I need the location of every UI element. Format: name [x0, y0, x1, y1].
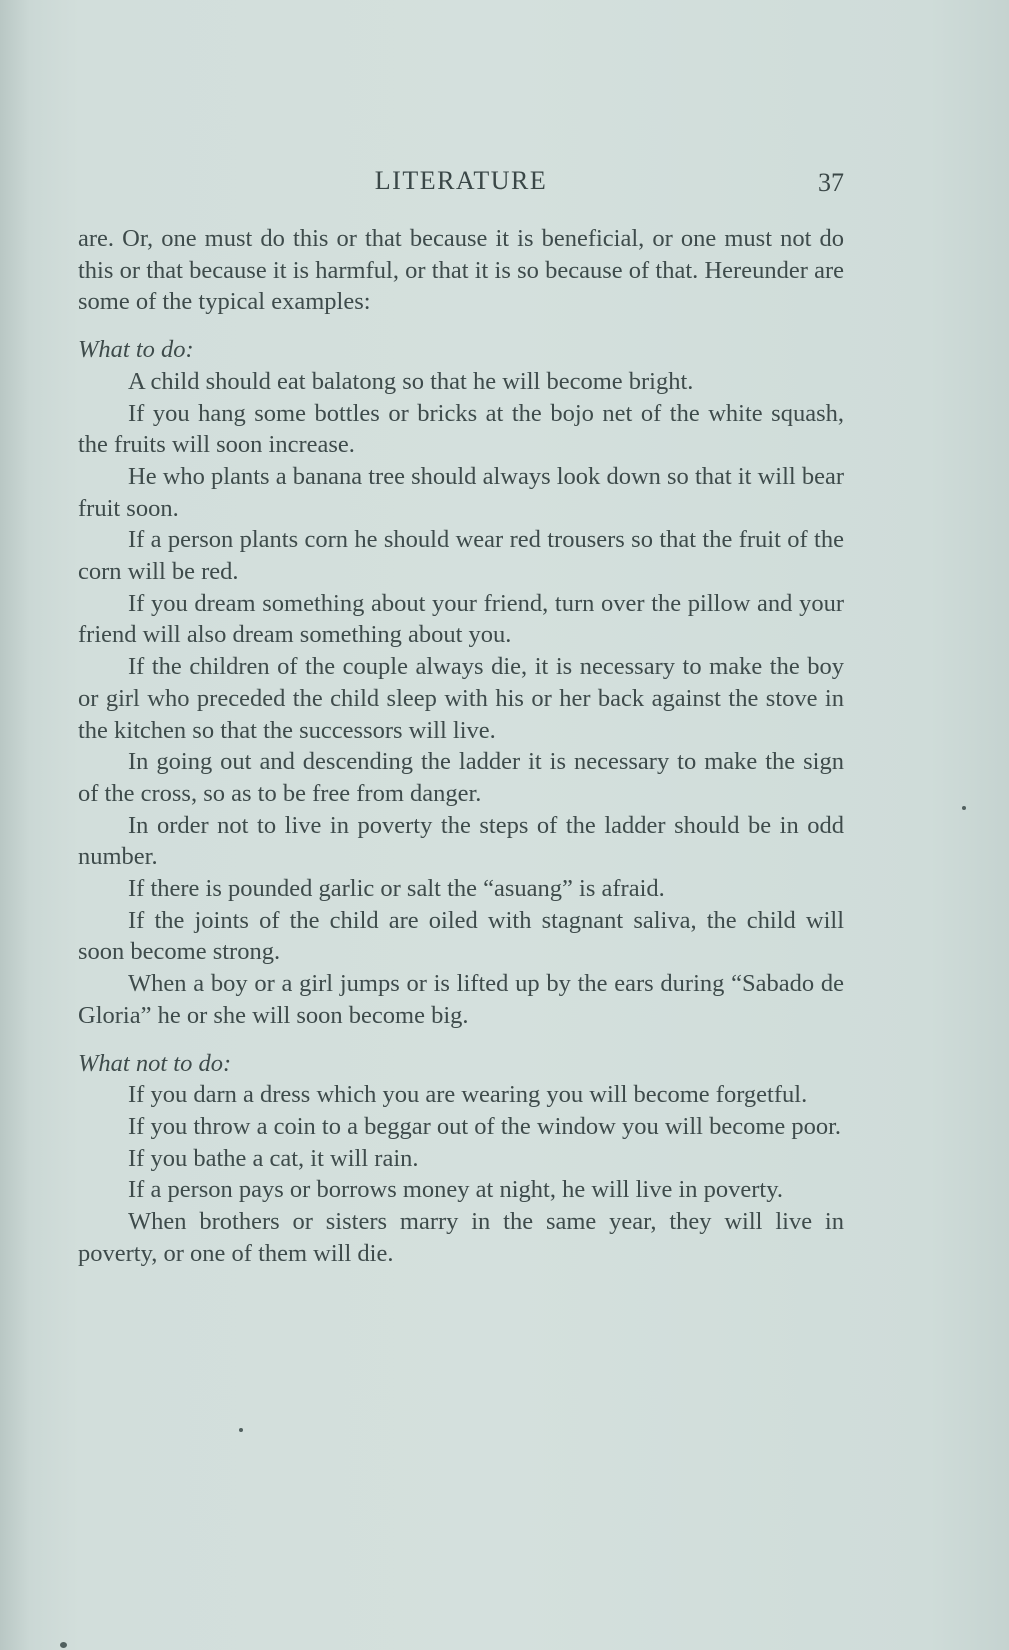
- list-item: In order not to live in poverty the steps of the ladder should be in odd number.: [78, 811, 844, 871]
- list-item: If a person plants corn he should wear red trousers so that the fruit of the corn will be red.: [78, 526, 844, 586]
- page-number: 37: [818, 168, 844, 197]
- intro-paragraph: are. Or, one must do this or that because it is beneficial, or one must not do this or that because it is harmful, or that it is so because of that. Hereunder are some of the typical examples:: [78, 225, 844, 316]
- list-item: If the children of the couple always die, it is necessary to make the boy or girl who preceded the child sleep with his or her back against the stove in the kitchen so that the successors will live.: [78, 653, 844, 744]
- ink-speck: [962, 806, 966, 810]
- list-item: If a person pays or borrows money at night, he will live in poverty.: [128, 1176, 784, 1204]
- section-label-what-to-do: What to do:: [78, 336, 194, 364]
- list-item: If you dream something about your friend, turn over the pillow and your friend will also dream something about you.: [78, 589, 844, 649]
- list-item: When a boy or a girl jumps or is lifted up by the ears during “Sabado de Gloria” he or she will soon become big.: [78, 970, 844, 1029]
- body-text: [78, 223, 844, 1270]
- running-head: [78, 166, 844, 200]
- list-item: In going out and descending the ladder it is necessary to make the sign of the cross, so as to be free from danger.: [78, 748, 844, 807]
- section-label-what-not-to-do: What not to do:: [78, 1049, 232, 1077]
- list-item: If there is pounded garlic or salt the “asuang” is afraid.: [128, 875, 665, 903]
- list-item: He who plants a banana tree should always look down so that it will bear fruit soon.: [78, 462, 844, 522]
- running-head-title: LITERATURE: [374, 166, 548, 195]
- list-item: If you darn a dress which you are wearing you will become forgetful.: [128, 1081, 808, 1109]
- list-item: If you throw a coin to a beggar out of the window you will become poor.: [128, 1112, 842, 1140]
- ink-speck: [60, 1642, 67, 1648]
- list-item: If you hang some bottles or bricks at the bojo net of the white squash, the fruits will soon increase.: [78, 399, 844, 459]
- list-item: A child should eat balatong so that he will become bright.: [128, 367, 694, 395]
- list-item: If you bathe a cat, it will rain.: [128, 1144, 419, 1172]
- ink-speck: [239, 1428, 243, 1432]
- list-item: If the joints of the child are oiled with stagnant saliva, the child will soon become strong.: [78, 906, 844, 966]
- list-item: When brothers or sisters marry in the same year, they will live in poverty, or one of them will die.: [78, 1208, 844, 1267]
